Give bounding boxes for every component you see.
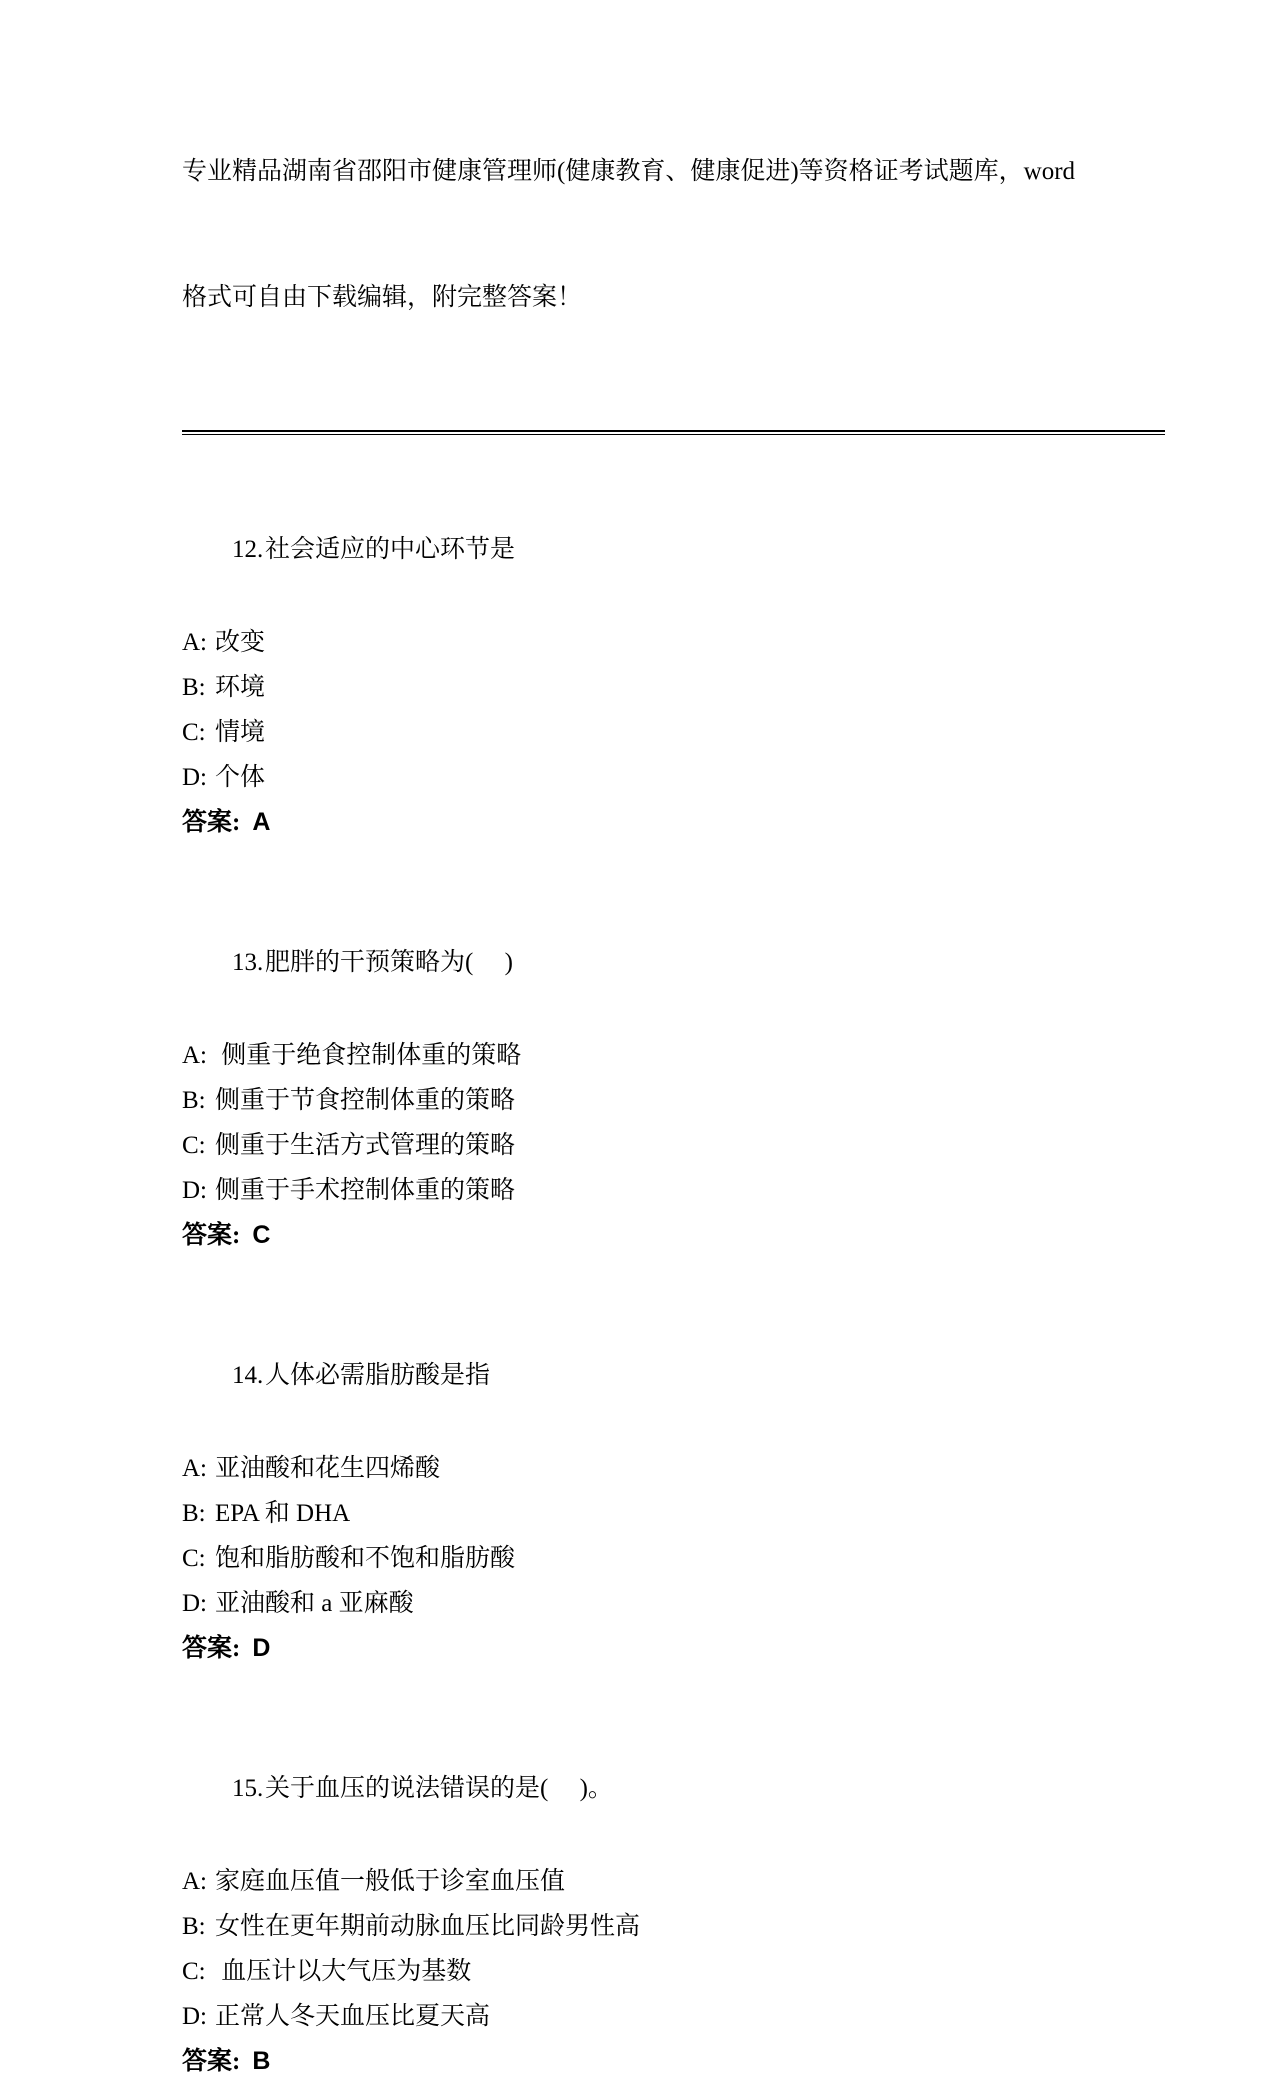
- question-block-14: [182, 1308, 1165, 1671]
- answer-label: 答案:: [182, 1222, 241, 1249]
- option-text: 情境: [215, 719, 266, 746]
- option-row: [182, 710, 1165, 755]
- question-number: 15.: [232, 1775, 264, 1802]
- option-text: 亚油酸和花生四烯酸: [215, 1455, 441, 1482]
- option-label: B:: [182, 1913, 206, 1940]
- option-text: 女性在更年期前动脉血压比同龄男性高: [215, 1913, 641, 1940]
- option-row: [182, 1168, 1165, 1213]
- question-title: [182, 1308, 1165, 1443]
- option-text: 侧重于手术控制体重的策略: [215, 1177, 516, 1204]
- option-label: D:: [182, 764, 207, 791]
- question-title-text: 社会适应的中心环节是: [265, 536, 516, 563]
- option-label: A:: [182, 1455, 207, 1482]
- question-list: [182, 482, 1165, 2084]
- option-row: [182, 1078, 1165, 1123]
- option-label: C:: [182, 1545, 206, 1572]
- option-label: C:: [182, 1132, 206, 1159]
- option-row: [182, 1859, 1165, 1904]
- option-label: C:: [182, 1958, 206, 1985]
- option-label: D:: [182, 2003, 207, 2030]
- option-text: 家庭血压值一般低于诊室血压值: [215, 1868, 566, 1895]
- answer-row: [182, 2039, 1165, 2084]
- option-text: 血压计以大气压为基数: [215, 1958, 472, 1985]
- separator-thin-line: [182, 434, 1165, 435]
- answer-label: 答案:: [182, 1635, 241, 1662]
- header-separator: [182, 430, 1165, 435]
- option-text: 改变: [215, 629, 266, 656]
- option-text: 环境: [215, 674, 266, 701]
- answer-label: 答案:: [182, 809, 241, 836]
- option-row: [182, 1949, 1165, 1994]
- option-text: 侧重于生活方式管理的策略: [215, 1132, 516, 1159]
- question-block-15: [182, 1721, 1165, 2084]
- option-text: 个体: [215, 764, 266, 791]
- answer-row: [182, 800, 1165, 845]
- answer-value: C: [252, 1221, 271, 1249]
- question-title-text: 肥胖的干预策略为( ): [265, 949, 513, 976]
- question-title: [182, 482, 1165, 617]
- option-text: 正常人冬天血压比夏天高: [215, 2003, 491, 2030]
- option-text: 侧重于绝食控制体重的策略: [215, 1042, 522, 1069]
- answer-row: [182, 1626, 1165, 1671]
- option-row: [182, 1994, 1165, 2039]
- option-row: [182, 1446, 1165, 1491]
- question-title: [182, 895, 1165, 1030]
- option-label: B:: [182, 674, 206, 701]
- option-label: D:: [182, 1177, 207, 1204]
- answer-value: A: [252, 808, 271, 836]
- option-label: A:: [182, 629, 207, 656]
- option-label: B:: [182, 1500, 206, 1527]
- option-label: A:: [182, 1042, 207, 1069]
- option-label: B:: [182, 1087, 206, 1114]
- answer-value: D: [252, 1634, 271, 1662]
- option-text: 侧重于节食控制体重的策略: [215, 1087, 516, 1114]
- option-row: [182, 755, 1165, 800]
- option-text: EPA 和 DHA: [215, 1500, 351, 1527]
- option-row: [182, 1123, 1165, 1168]
- option-row: [182, 1581, 1165, 1626]
- option-row: [182, 1033, 1165, 1078]
- question-block-12: [182, 482, 1165, 845]
- document-page: [182, 0, 1165, 2084]
- document-header: [182, 67, 1165, 403]
- option-label: A:: [182, 1868, 207, 1895]
- header-line-2: 格式可自由下载编辑，附完整答案！: [182, 284, 583, 311]
- option-row: [182, 665, 1165, 710]
- option-label: C:: [182, 719, 206, 746]
- answer-row: [182, 1213, 1165, 1258]
- question-title-text: 关于血压的说法错误的是( )。: [265, 1775, 613, 1802]
- question-number: 12.: [232, 536, 264, 563]
- option-row: [182, 1904, 1165, 1949]
- option-text: 亚油酸和 a 亚麻酸: [215, 1590, 414, 1617]
- question-number: 13.: [232, 949, 264, 976]
- question-title: [182, 1721, 1165, 1856]
- header-line-1: 专业精品湖南省邵阳市健康管理师(健康教育、健康促进)等资格证考试题库，word: [182, 158, 1076, 185]
- option-row: [182, 620, 1165, 665]
- option-row: [182, 1491, 1165, 1536]
- option-text: 饱和脂肪酸和不饱和脂肪酸: [215, 1545, 516, 1572]
- question-block-13: [182, 895, 1165, 1258]
- answer-value: B: [252, 2047, 271, 2075]
- answer-label: 答案:: [182, 2048, 241, 2075]
- question-title-text: 人体必需脂肪酸是指: [265, 1362, 491, 1389]
- question-number: 14.: [232, 1362, 264, 1389]
- option-label: D:: [182, 1590, 207, 1617]
- option-row: [182, 1536, 1165, 1581]
